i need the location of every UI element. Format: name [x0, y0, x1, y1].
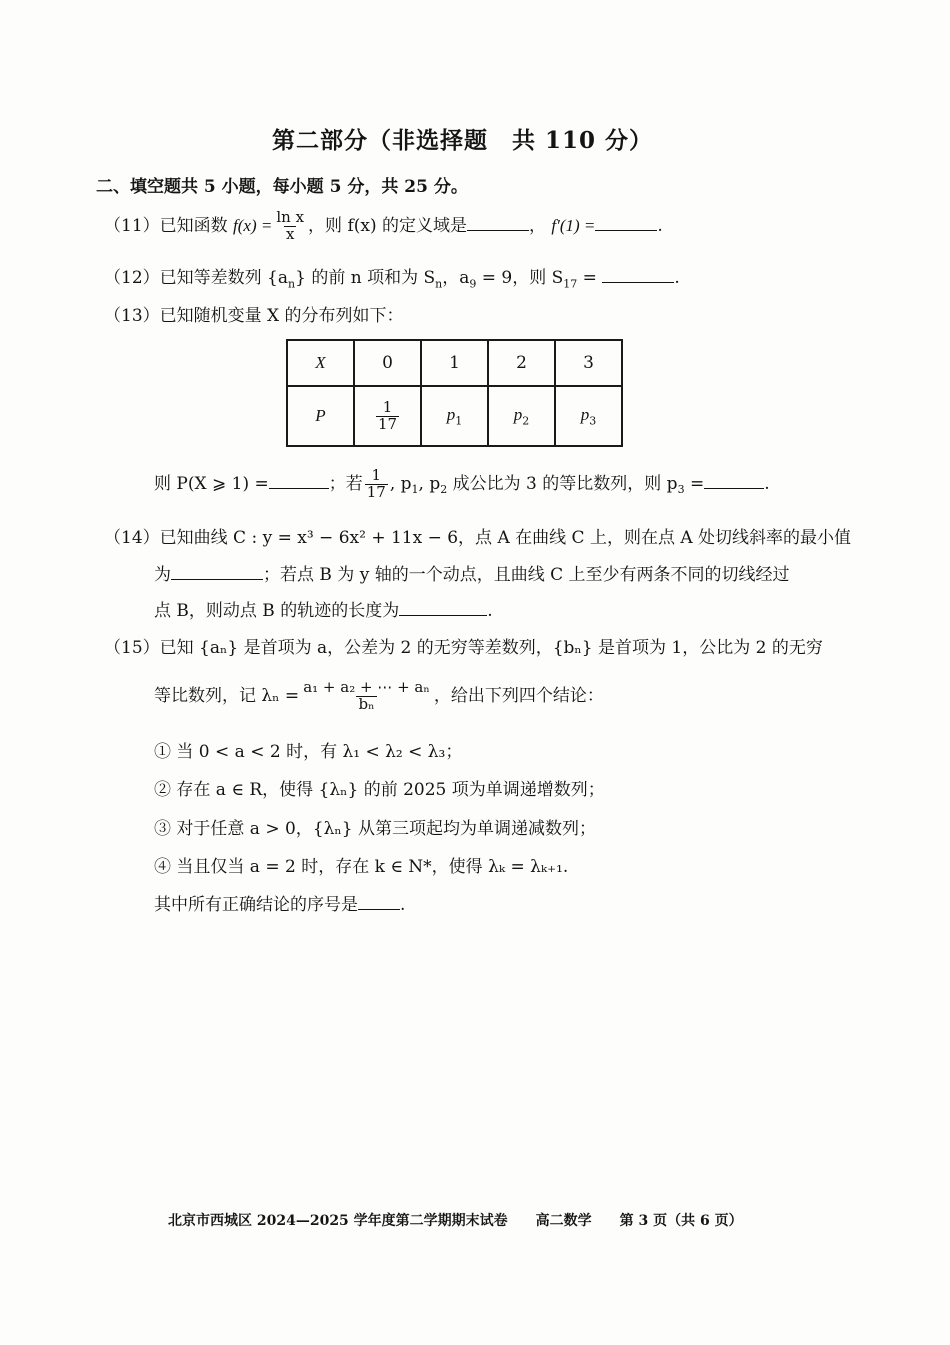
q15-text: 其中所有正确结论的序号是	[154, 895, 358, 915]
table-row	[287, 386, 622, 446]
part-title: 第二部分（非选择题 共 110 分）	[272, 127, 654, 154]
answer-blank[interactable]	[595, 212, 657, 231]
question-14-line2	[154, 561, 790, 589]
q15-fraction: $\frac{\text{a₁ + a₂ + ⋯ + aₙ}}{\text{bₙ}}$	[303, 678, 430, 713]
q12-text: 已知等差数列 {a	[159, 268, 288, 288]
question-15-final	[154, 891, 405, 919]
q13-end: .	[764, 473, 770, 494]
table-cell: $p_3$	[555, 386, 622, 446]
q11-sep: ，	[529, 215, 546, 236]
q12-text: =	[577, 268, 597, 288]
table-cell: 3	[555, 340, 622, 386]
table-cell	[354, 386, 421, 446]
q12-text: ，a	[442, 268, 470, 288]
distribution-table-wrap	[286, 339, 623, 447]
q13-text: =	[684, 473, 705, 494]
table-cell: 2	[488, 340, 555, 386]
answer-blank[interactable]	[399, 597, 487, 616]
page-footer: 北京市西城区 2024—2025 学年度第二学期期末试卷 高二数学 第 3 页（共 6 页）	[168, 1213, 743, 1229]
q12-text: = 9，则 S	[476, 268, 564, 288]
answer-blank[interactable]	[467, 212, 529, 231]
fraction-denominator: x	[285, 224, 295, 243]
q11-func: f(x) =	[233, 215, 273, 235]
conclusion-1: ① 当 0 < a < 2 时，有 λ₁ < λ₂ < λ₃；	[154, 742, 463, 762]
q13-fraction: $\frac{1}{17}$	[366, 466, 386, 501]
q11-end: .	[657, 215, 663, 236]
fraction-numerator: ln x	[276, 208, 305, 226]
q13-text: , p	[418, 473, 441, 494]
answer-blank[interactable]	[358, 891, 400, 910]
section-header: 二、填空题共 5 小题，每小题 5 分，共 25 分。	[96, 177, 468, 197]
question-number: （15）	[104, 638, 160, 658]
question-number: （14）	[104, 528, 160, 548]
q13-text: , p	[389, 473, 412, 494]
answer-blank[interactable]	[269, 470, 329, 489]
conclusion-4: ④ 当且仅当 a = 2 时，存在 k ∈ N*，使得 λₖ = λₖ₊₁.	[154, 857, 569, 877]
conclusion-2: ② 存在 a ∈ R，使得 {λₙ} 的前 2025 项为单调递增数列；	[154, 780, 605, 800]
table-cell: 0	[354, 340, 421, 386]
q15-end: .	[400, 895, 406, 915]
p0-fraction: $\frac{1}{17}$	[377, 397, 398, 433]
q11-text: ，则 f(x) 的定义域是	[308, 215, 467, 236]
question-12	[104, 264, 680, 298]
table-row	[287, 340, 622, 386]
question-15-line2	[154, 680, 604, 713]
q12-text: } 的前 n 项和为 S	[295, 268, 436, 288]
subscript: 17	[563, 277, 578, 291]
q13-intro: 已知随机变量 X 的分布列如下：	[159, 306, 404, 326]
subscript: n	[288, 277, 296, 291]
q13-text: ；若	[328, 473, 363, 494]
question-number: （13）	[104, 306, 160, 326]
q14-text: 为	[154, 565, 171, 585]
question-14-line3	[154, 597, 493, 625]
q14-text: ；若点 B 为 y 轴的一个动点，且曲线 C 上至少有两条不同的切线经过	[263, 565, 790, 585]
q15-text: 已知 {aₙ} 是首项为 a，公差为 2 的无穷等差数列，{bₙ} 是首项为 1，公比为 2 的无穷	[159, 638, 823, 658]
question-14-line1	[104, 524, 851, 552]
q15-text: ，给出下列四个结论：	[433, 685, 604, 706]
question-number: （12）	[104, 268, 160, 288]
question-number: （11）	[104, 215, 160, 236]
q15-text: 等比数列，记 λₙ =	[154, 685, 300, 706]
table-cell: 1	[421, 340, 488, 386]
table-cell: X	[287, 340, 354, 386]
q13-text: 成公比为 3 的等比数列，则 p	[447, 473, 678, 494]
question-13-followup: 则 P(X ⩾ 1) = ；若 $\frac{1}{17}$ , $p_1$, $p_2$ 成公比为 3 的等比数列，则 $p_3$ = .	[154, 466, 770, 501]
table-cell: P	[287, 386, 354, 446]
subscript: n	[435, 277, 443, 291]
answer-blank[interactable]	[171, 561, 263, 580]
q13-text: 则 P(X ⩾ 1) =	[154, 473, 269, 494]
q12-end: .	[674, 268, 680, 288]
q14-end: .	[487, 601, 493, 621]
q11-deriv: f′(1) =	[551, 215, 596, 235]
q14-text: 已知曲线 C : y = x³ − 6x² + 11x − 6，点 A 在曲线 C 上，则在点 A 处切线斜率的最小值	[159, 528, 852, 548]
q11-text: 已知函数	[159, 215, 234, 236]
question-13	[104, 302, 404, 330]
table-cell: $p_2$	[488, 386, 555, 446]
answer-blank[interactable]	[704, 470, 764, 489]
q14-text: 点 B，则动点 B 的轨迹的长度为	[154, 601, 400, 621]
conclusion-3: ③ 对于任意 a > 0，{λₙ} 从第三项起均为单调递减数列；	[154, 819, 596, 839]
question-11	[104, 210, 663, 243]
question-15-line1	[104, 634, 823, 662]
table-cell: $p_1$	[421, 386, 488, 446]
subscript: 9	[469, 277, 477, 291]
answer-blank[interactable]	[602, 264, 674, 283]
q11-fraction	[274, 210, 306, 243]
distribution-table	[286, 339, 623, 447]
